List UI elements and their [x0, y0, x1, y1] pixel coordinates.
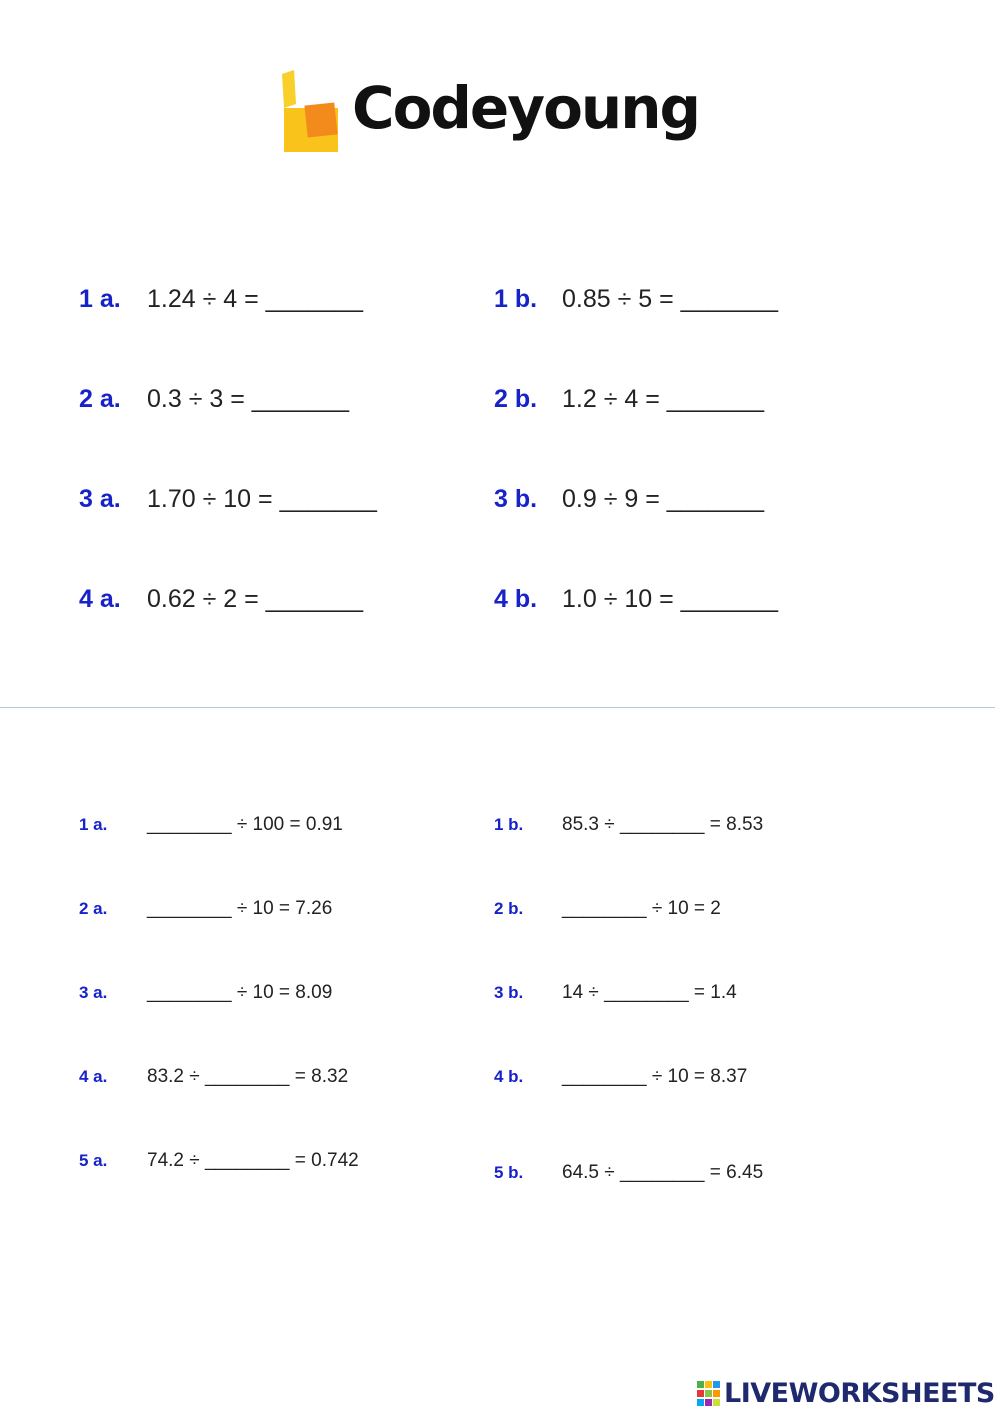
problem-2-3a — [79, 982, 332, 1004]
problem-number: 5 b. — [494, 1163, 524, 1182]
problem-expression[interactable]: 64.5 ÷ ________ = 6.45 — [562, 1162, 764, 1183]
problem-number: 4 b. — [494, 585, 538, 613]
problem-4b — [494, 585, 778, 614]
problem-expression[interactable]: ________ ÷ 10 = 8.09 — [147, 982, 333, 1003]
problem-2-4a — [79, 1066, 348, 1088]
problem-expression[interactable]: 74.2 ÷ ________ = 0.742 — [147, 1150, 359, 1171]
problem-2-1a — [79, 814, 343, 836]
section-divider — [0, 707, 995, 708]
problem-number: 3 b. — [494, 485, 538, 513]
problem-2-2a — [79, 898, 332, 920]
problem-3a — [79, 485, 377, 514]
problem-4a — [79, 585, 363, 614]
problem-2-2b — [494, 898, 721, 920]
problem-number: 2 b. — [494, 385, 538, 413]
problem-expression[interactable]: ________ ÷ 100 = 0.91 — [147, 814, 343, 835]
problem-number: 1 b. — [494, 815, 524, 834]
problem-expression[interactable]: 83.2 ÷ ________ = 8.32 — [147, 1066, 349, 1087]
problem-3b — [494, 485, 764, 514]
problem-expression[interactable]: ________ ÷ 10 = 2 — [562, 898, 721, 919]
problem-number: 2 b. — [494, 899, 524, 918]
problem-expression[interactable]: 0.3 ÷ 3 = _______ — [147, 385, 350, 413]
problem-expression[interactable]: ________ ÷ 10 = 8.37 — [562, 1066, 748, 1087]
problem-2a — [79, 385, 349, 414]
problem-expression[interactable]: 0.9 ÷ 9 = _______ — [562, 485, 765, 513]
problem-expression[interactable]: 1.2 ÷ 4 = _______ — [562, 385, 765, 413]
problem-2-4b — [494, 1066, 747, 1088]
problem-number: 2 a. — [79, 385, 121, 413]
problem-2-5a — [79, 1150, 359, 1172]
logo-wordmark: Codeyoung — [352, 74, 700, 142]
codeyoung-logo-icon — [278, 68, 340, 154]
problem-2-3b — [494, 982, 737, 1004]
problem-number: 1 a. — [79, 285, 121, 313]
liveworksheets-wordmark: LIVEWORKSHEETS — [724, 1378, 995, 1409]
problem-number: 3 b. — [494, 983, 524, 1002]
problem-number: 3 a. — [79, 485, 121, 513]
problem-expression[interactable]: 14 ÷ ________ = 1.4 — [562, 982, 737, 1003]
problem-number: 4 a. — [79, 1067, 108, 1086]
problem-number: 1 b. — [494, 285, 538, 313]
problem-expression[interactable]: 0.62 ÷ 2 = _______ — [147, 585, 363, 613]
problem-number: 4 b. — [494, 1067, 524, 1086]
problem-number: 3 a. — [79, 983, 108, 1002]
codeyoung-logo — [278, 68, 699, 154]
problem-number: 1 a. — [79, 815, 108, 834]
problem-2-5b — [494, 1162, 763, 1184]
problem-1b — [494, 285, 778, 314]
liveworksheets-logo — [697, 1378, 995, 1409]
problem-expression[interactable]: 1.70 ÷ 10 = _______ — [147, 485, 377, 513]
problem-number: 2 a. — [79, 899, 108, 918]
problem-1a — [79, 285, 363, 314]
problem-expression[interactable]: 85.3 ÷ ________ = 8.53 — [562, 814, 764, 835]
problem-number: 5 a. — [79, 1151, 108, 1170]
problem-2-1b — [494, 814, 763, 836]
problem-expression[interactable]: ________ ÷ 10 = 7.26 — [147, 898, 333, 919]
problem-number: 4 a. — [79, 585, 121, 613]
problem-expression[interactable]: 1.24 ÷ 4 = _______ — [147, 285, 363, 313]
liveworksheets-logo-icon — [697, 1381, 721, 1407]
problem-expression[interactable]: 1.0 ÷ 10 = _______ — [562, 585, 778, 613]
problem-expression[interactable]: 0.85 ÷ 5 = _______ — [562, 285, 778, 313]
problem-2b — [494, 385, 764, 414]
